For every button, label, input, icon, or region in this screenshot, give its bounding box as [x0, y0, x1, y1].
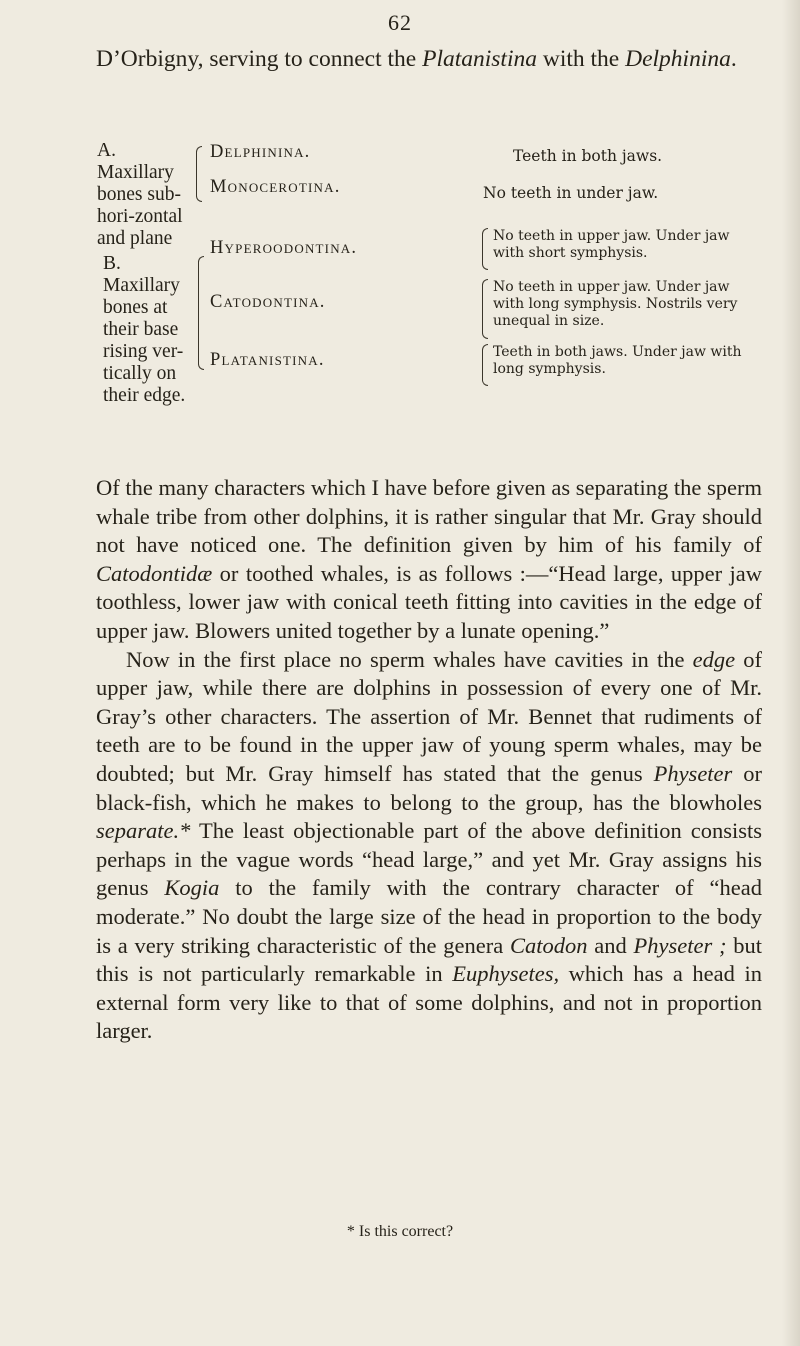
note-brace-hyperoodontina: [482, 228, 488, 270]
tribe-catodontina: Catodontina.: [210, 292, 326, 312]
footnote: * Is this correct?: [346, 1223, 454, 1240]
tribe-platanistina: Platanistina.: [210, 350, 325, 370]
note-brace-platanistina: [482, 344, 488, 386]
body-text: [96, 474, 762, 1046]
group-a-brace: [196, 146, 202, 202]
scan-edge-shadow: [782, 0, 800, 1346]
group-a-label: A. Maxillary bones sub-hori-zontal and plane: [97, 140, 183, 249]
tribe-hyperoodontina: Hyperoodontina.: [210, 238, 358, 258]
tribe-monocerotina: Monocerotina.: [210, 177, 341, 197]
note-brace-catodontina: [482, 279, 488, 339]
note-hyperoodontina: No teeth in upper jaw. Under jaw with short symphysis.: [493, 228, 730, 261]
tribe-delphinina: Delphinina.: [210, 142, 311, 162]
paragraph-2: Now in the first place no sperm whales have cavities in the edge of upper jaw, while there are dolphins in possession of every one of Mr. Gray’s other characters. The assertion of Mr. Bennet that rudiments of teeth are to be found in the upper jaw of young sperm whales, may be doubted; but Mr. Gray himself has stated that the genus Physeter or black-fish, which he makes to belong to the group, has the blowholes separate.* The least objectionable part of the above definition consists perhaps in the vague words “head large,” and yet Mr. Gray assigns his genus Kogia to the family with the contrary character of “head moderate.” No doubt the large size of the head in proportion to the body is a very striking characteristic of the genera Catodon and Physeter ; but this is not particularly remarkable in Euphysetes, which has a head in external form very like to that of some dolphins, and not in proportion larger.: [96, 646, 763, 1044]
intro-paragraph: D’Orbigny, serving to connect the Platanistina with the Delphinina.: [96, 46, 737, 72]
paragraph-1: Of the many characters which I have before given as separating the sperm whale tribe from other dolphins, it is rather singular that Mr. Gray should not have noticed one. The definition given by him of his family of Catodontidæ or toothed whales, is as follows :—“Head large, upper jaw toothless, lower jaw with conical teeth fitting into cavities in the edge of upper jaw. Blowers united together by a lunate opening.”: [96, 475, 762, 643]
group-b-label: B. Maxillary bones at their base rising ver-tically on their edge.: [103, 253, 186, 406]
page-number: 62: [388, 10, 412, 35]
note-catodontina: No teeth in upper jaw. Under jaw with long symphysis. Nostrils very unequal in size.: [493, 279, 738, 329]
group-b-brace: [198, 256, 204, 370]
note-monocerotina: No teeth in under jaw.: [483, 184, 659, 202]
note-platanistina: Teeth in both jaws. Under jaw with long symphysis.: [493, 344, 742, 377]
note-delphinina: Teeth in both jaws.: [513, 147, 663, 165]
classification-table: [0, 140, 800, 460]
